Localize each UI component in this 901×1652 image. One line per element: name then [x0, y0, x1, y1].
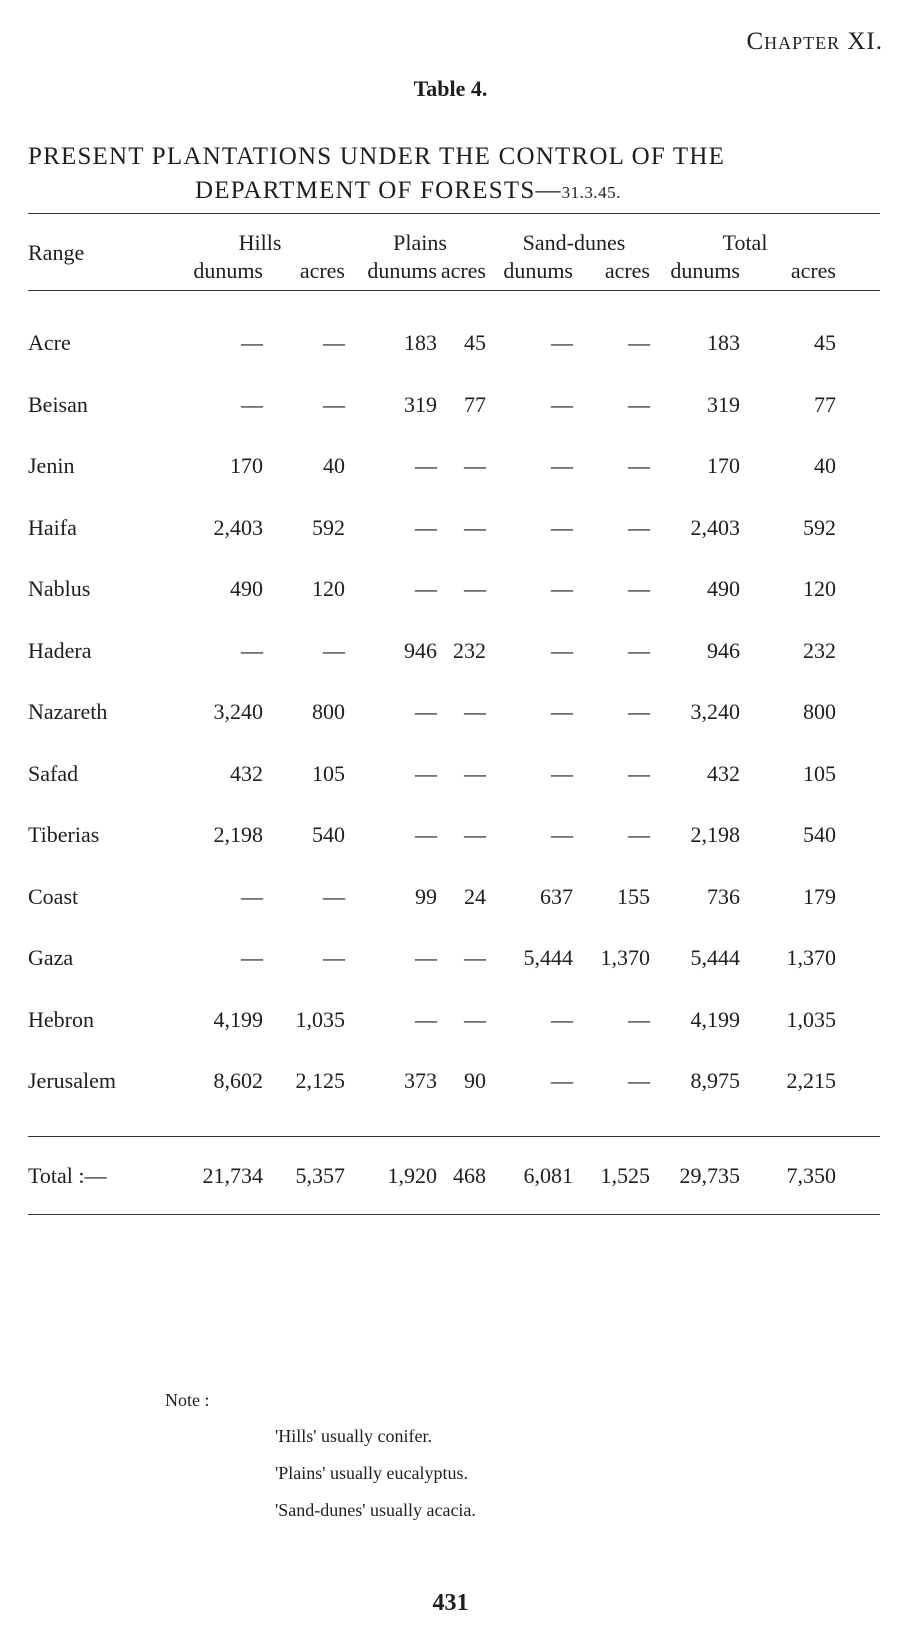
- note-sand-dunes: 'Sand-dunes' usually acacia.: [275, 1500, 476, 1520]
- table-cell: 8,602: [213, 1068, 263, 1093]
- unit-header: acres: [299, 258, 345, 283]
- table-cell: —: [628, 514, 650, 540]
- table-label: Table 4.: [413, 76, 488, 101]
- total-cell: 7,350: [786, 1163, 836, 1188]
- table-cell: —: [464, 822, 486, 847]
- range-name: Nablus: [28, 576, 91, 601]
- table-cell: —: [415, 699, 437, 724]
- table-cell: 373: [404, 1068, 437, 1093]
- table-cell: —: [241, 637, 263, 663]
- table-cell: 99: [415, 883, 437, 909]
- table-cell: —: [323, 637, 345, 663]
- total-top-rule: [28, 1136, 880, 1137]
- chapter-heading: Chapter XI.: [746, 28, 883, 55]
- table-cell: 77: [464, 391, 486, 417]
- table-cell: 2,198: [690, 822, 740, 847]
- table-cell: —: [551, 391, 573, 417]
- table-cell: —: [464, 576, 486, 601]
- note-hills: 'Hills' usually conifer.: [275, 1426, 432, 1446]
- table-cell: 736: [707, 883, 740, 909]
- top-rule: [28, 213, 880, 214]
- total-label: Total :—: [28, 1163, 107, 1188]
- total-bottom-rule: [28, 1214, 880, 1215]
- table-cell: 540: [803, 822, 836, 847]
- table-cell: —: [551, 576, 573, 601]
- table-title-line1: PRESENT PLANTATIONS UNDER THE CONTROL OF THE: [28, 143, 726, 170]
- table-cell: 637: [540, 883, 573, 909]
- note-label: Note :: [165, 1390, 210, 1410]
- range-name: Tiberias: [28, 822, 100, 847]
- range-header: Range: [28, 240, 85, 265]
- table-cell: 1,370: [786, 945, 836, 970]
- total-cell: 1,920: [387, 1163, 437, 1188]
- table-cell: —: [464, 699, 486, 724]
- note-plains: 'Plains' usually eucalyptus.: [275, 1463, 468, 1483]
- column-group-header: Plains: [393, 230, 447, 255]
- column-group-header: Hills: [238, 230, 282, 255]
- table-cell: —: [628, 1006, 650, 1032]
- table-cell: 946: [707, 637, 740, 663]
- table-cell: 4,199: [213, 1006, 263, 1032]
- header-rule: [28, 290, 880, 291]
- total-cell: 5,357: [295, 1163, 345, 1188]
- table-cell: 490: [230, 576, 263, 601]
- table-cell: —: [628, 576, 650, 601]
- table-cell: —: [415, 453, 437, 478]
- table-cell: 232: [453, 637, 486, 663]
- table-cell: 319: [707, 391, 740, 417]
- total-cell: 6,081: [523, 1163, 573, 1188]
- table-cell: 3,240: [690, 699, 740, 724]
- table-cell: 170: [707, 453, 740, 478]
- table-cell: —: [241, 883, 263, 909]
- table-cell: 77: [814, 391, 836, 417]
- table-cell: —: [628, 699, 650, 724]
- table-cell: 800: [803, 699, 836, 724]
- table-cell: —: [551, 760, 573, 786]
- table-cell: 432: [230, 760, 263, 786]
- table-cell: —: [323, 330, 345, 355]
- range-name: Safad: [28, 760, 79, 786]
- unit-header: acres: [790, 258, 836, 283]
- total-cell: 468: [453, 1163, 486, 1188]
- table-cell: 40: [814, 453, 836, 478]
- range-name: Coast: [28, 883, 79, 909]
- title-date: 31.3.45.: [561, 183, 621, 202]
- table-cell: —: [551, 1006, 573, 1032]
- table-cell: 592: [803, 514, 836, 540]
- range-name: Hebron: [28, 1006, 94, 1032]
- table-cell: —: [628, 453, 650, 478]
- table-cell: —: [628, 760, 650, 786]
- table-cell: 2,215: [786, 1068, 836, 1093]
- table-cell: 800: [312, 699, 345, 724]
- table-cell: 1,035: [786, 1006, 836, 1032]
- table-cell: 4,199: [690, 1006, 740, 1032]
- table-cell: 946: [404, 637, 437, 663]
- range-name: Jerusalem: [28, 1068, 116, 1093]
- range-name: Acre: [28, 330, 71, 355]
- unit-header: acres: [604, 258, 650, 283]
- table-cell: —: [551, 822, 573, 847]
- table-cell: 5,444: [690, 945, 740, 970]
- table-cell: 490: [707, 576, 740, 601]
- table-cell: —: [551, 1068, 573, 1093]
- table-cell: 2,403: [213, 514, 263, 540]
- table-title-line2: [195, 177, 621, 205]
- table-cell: 170: [230, 453, 263, 478]
- table-cell: —: [551, 453, 573, 478]
- unit-header: dunums: [367, 258, 437, 283]
- table-cell: 1,035: [295, 1006, 345, 1032]
- table-cell: —: [464, 1006, 486, 1032]
- range-name: Gaza: [28, 945, 74, 970]
- page-number: 431: [432, 1590, 469, 1616]
- table-cell: —: [551, 514, 573, 540]
- table-cell: 2,125: [295, 1068, 345, 1093]
- total-cell: 1,525: [600, 1163, 650, 1188]
- table-cell: 232: [803, 637, 836, 663]
- table-cell: 592: [312, 514, 345, 540]
- table-cell: 45: [464, 330, 486, 355]
- range-name: Haifa: [28, 514, 77, 540]
- table-cell: —: [415, 945, 437, 970]
- table-cell: —: [415, 822, 437, 847]
- table-cell: 40: [323, 453, 345, 478]
- table-cell: 155: [617, 883, 650, 909]
- table-cell: —: [628, 330, 650, 355]
- table-cell: —: [323, 945, 345, 970]
- table-cell: —: [464, 945, 486, 970]
- total-cell: 21,734: [202, 1163, 263, 1188]
- table-cell: 8,975: [690, 1068, 740, 1093]
- column-group-header: Total: [722, 230, 768, 255]
- range-name: Jenin: [28, 453, 75, 478]
- unit-header: acres: [440, 258, 486, 283]
- table-cell: 45: [814, 330, 836, 355]
- table-cell: 183: [404, 330, 437, 355]
- range-name: Hadera: [28, 637, 92, 663]
- table-cell: —: [415, 1006, 437, 1032]
- table-cell: —: [464, 514, 486, 540]
- table-cell: 3,240: [213, 699, 263, 724]
- range-name: Nazareth: [28, 699, 108, 724]
- table-cell: 540: [312, 822, 345, 847]
- table-cell: 120: [312, 576, 345, 601]
- table-cell: —: [323, 883, 345, 909]
- title-text: DEPARTMENT OF FORESTS—: [195, 177, 562, 204]
- table-cell: —: [628, 637, 650, 663]
- table-cell: —: [628, 822, 650, 847]
- table-cell: —: [551, 699, 573, 724]
- table-cell: 120: [803, 576, 836, 601]
- unit-header: dunums: [503, 258, 573, 283]
- table-cell: —: [464, 760, 486, 786]
- table-cell: —: [551, 330, 573, 355]
- table-cell: —: [628, 1068, 650, 1093]
- table-cell: 2,403: [690, 514, 740, 540]
- table-cell: —: [551, 637, 573, 663]
- table-cell: 179: [803, 883, 836, 909]
- table-cell: —: [415, 760, 437, 786]
- table-cell: 319: [404, 391, 437, 417]
- table-cell: 105: [312, 760, 345, 786]
- table-cell: —: [241, 330, 263, 355]
- table-cell: 90: [464, 1068, 486, 1093]
- table-cell: —: [241, 945, 263, 970]
- table-cell: 432: [707, 760, 740, 786]
- unit-header: dunums: [670, 258, 740, 283]
- table-cell: —: [323, 391, 345, 417]
- unit-header: dunums: [193, 258, 263, 283]
- table-cell: 183: [707, 330, 740, 355]
- table-cell: 105: [803, 760, 836, 786]
- table-cell: —: [628, 391, 650, 417]
- table-cell: 24: [464, 883, 486, 909]
- column-group-header: Sand-dunes: [522, 230, 626, 255]
- table-cell: —: [464, 453, 486, 478]
- table-cell: —: [415, 576, 437, 601]
- range-name: Beisan: [28, 391, 88, 417]
- table-cell: —: [241, 391, 263, 417]
- table-cell: 5,444: [523, 945, 573, 970]
- table-cell: 2,198: [213, 822, 263, 847]
- table-cell: —: [415, 514, 437, 540]
- table-cell: 1,370: [600, 945, 650, 970]
- total-cell: 29,735: [679, 1163, 740, 1188]
